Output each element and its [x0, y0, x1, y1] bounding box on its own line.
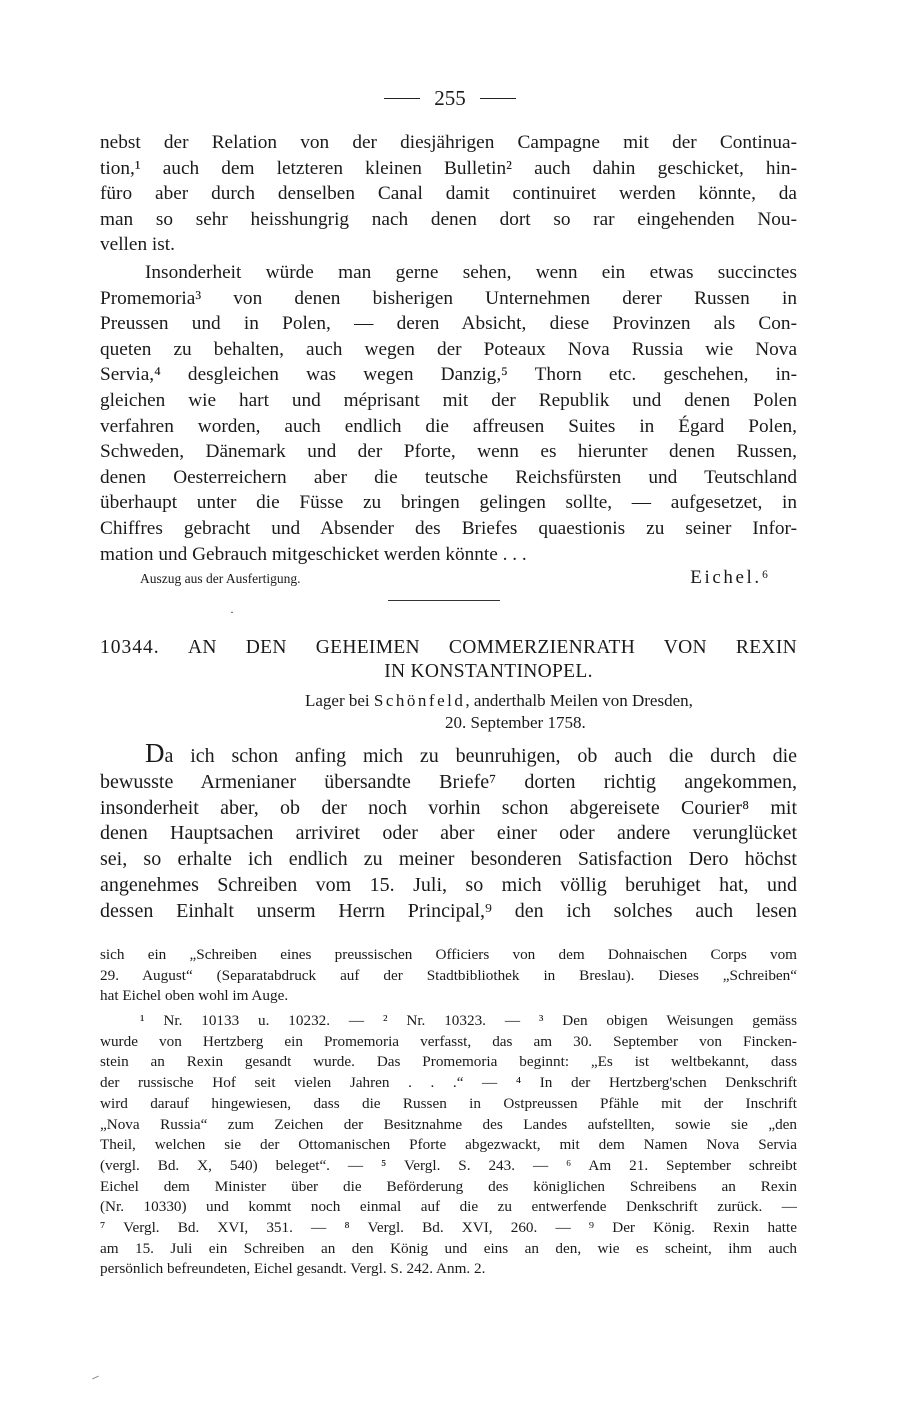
footnote-continuation	[100, 945, 797, 1007]
text-line: insonderheit aber, ob der noch vorhin schon abgereisete Courier⁸ mit	[100, 796, 797, 819]
footnotes	[100, 1011, 797, 1280]
text-line: tion,¹ auch dem letzteren kleinen Bulletin² auch dahin geschicket, hin-	[100, 157, 797, 179]
letter-body	[100, 738, 797, 925]
signature: Eichel.⁶	[690, 567, 771, 588]
text-line: Schweden, Dänemark und der Pforte, wenn es hierunter denen Russen,	[100, 441, 797, 463]
footnote-line: stein an Rexin gesandt wurde. Das Promemoria beginnt: „Es ist weltbekannt, dass	[100, 1053, 797, 1071]
footnote-line: ¹ Nr. 10133 u. 10232. — ² Nr. 10323. — ³ Den obigen Weisungen gemäss	[140, 1012, 797, 1029]
text-line: nebst der Relation von der diesjährigen Campagne mit der Continua-	[100, 132, 797, 153]
header-rule-right	[480, 98, 516, 99]
text-line: mation und Gebrauch mitgeschicket werden könnte . . .	[100, 543, 527, 565]
excerpt-note: Auszug aus der Ausfertigung.	[140, 571, 301, 586]
letter-title-line2: IN KONSTANTINOPEL.	[384, 661, 593, 682]
footnote-line: hat Eichel oben wohl im Auge.	[100, 987, 289, 1005]
location-line	[305, 690, 775, 712]
signature-row	[100, 567, 797, 589]
text-line	[100, 738, 797, 770]
letter-title: AN DEN GEHEIMEN COMMERZIENRATH VON REXIN	[188, 637, 797, 658]
footnote-line: ⁷ Vergl. Bd. XVI, 351. — ⁸ Vergl. Bd. XVI, 260. — ⁹ Der König. Rexin hatte	[100, 1219, 797, 1237]
location-prefix: Lager bei	[305, 691, 370, 710]
text-line: Promemoria³ von denen bisherigen Unternehmen derer Russen in	[100, 287, 797, 309]
letter-date: 20. September 1758.	[445, 713, 586, 732]
text-line: Insonderheit würde man gerne sehen, wenn ein etwas succinctes	[145, 262, 797, 283]
page-number: 255	[434, 86, 466, 110]
footnote-lines	[100, 1011, 797, 1280]
text-line: angenehmes Schreiben vom 15. Juli, so mich völlig beruhiget hat, und	[100, 873, 797, 896]
paragraph-lines	[100, 738, 797, 925]
text-line: sei, so erhalte ich endlich zu meiner besonderen Satisfaction Dero höchst	[100, 848, 797, 871]
text-line: Servia,⁴ desgleichen was wegen Danzig,⁵ Thorn etc. geschehen, in-	[100, 364, 797, 386]
dropcap: D	[145, 738, 165, 768]
continuation-paragraph	[100, 130, 797, 258]
footnote-line: persönlich befreundeten, Eichel gesandt. Vergl. S. 242. Anm. 2.	[100, 1260, 486, 1278]
text-line: denen Oesterreichern aber die teutsche Reichsfürsten und Teutschland	[100, 466, 797, 488]
text-line: überhaupt unter die Füsse zu bringen gelingen sollte, — aufgesetzet, in	[100, 492, 797, 514]
text-line: man so sehr heisshungrig nach denen dort so rar eingehenden Nou-	[100, 208, 797, 230]
text-line: vellen ist.	[100, 234, 175, 256]
footnote-line: „Nova Russia“ zum Zeichen der Besitznahme des Landes aufstellten, sowie sie „den	[100, 1115, 797, 1133]
text-line: verfahren worden, auch endlich die affreusen Suites in Égard Polen,	[100, 415, 797, 437]
letter-number: 10344.	[100, 637, 160, 658]
text-line: denen Hauptsachen arriviret oder aber einer oder andere verunglücket	[100, 822, 797, 845]
footnote-line: am 15. Juli ein Schreiben an den König und eins an den, wie es scheint, ihm auch	[100, 1239, 797, 1257]
footnote-line: sich ein „Schreiben eines preussischen Officiers von dem Dohnaischen Corps vom	[100, 946, 797, 963]
text-line: füro aber durch denselben Canal damit continuiret werden könnte, da	[100, 183, 797, 205]
location-place: Schönfeld	[373, 691, 466, 710]
text-line: dessen Einhalt unserm Herrn Principal,⁹ den ich solches auch lesen	[100, 899, 797, 922]
footnote-line: Eichel dem Minister über die Beförderung des königlichen Schreibens an Rexin	[100, 1177, 797, 1195]
footnote-lines	[100, 945, 797, 1007]
text-line: bewusste Armenianer übersandte Briefe⁷ dorten richtig angekommen,	[100, 770, 797, 793]
text-line: gleichen wie hart und méprisant mit der Republik und denen Polen	[100, 389, 797, 411]
header-rule-left	[384, 98, 420, 99]
page-mark	[92, 1376, 99, 1380]
letter-location	[305, 690, 775, 734]
footnote-line: (vergl. Bd. X, 540) beleget“. — ⁵ Vergl. S. 243. — ⁶ Am 21. September schreibt	[100, 1156, 797, 1174]
footnote-line: (Nr. 10330) und kommt noch einmal auf die zu entwerfende Denkschrift zurück. —	[100, 1198, 797, 1216]
text-line: queten zu behalten, auch wegen der Poteaux Nova Russia wie Nova	[100, 338, 797, 360]
page-header	[0, 86, 900, 111]
text-line: Chiffres gebracht und Absender des Briefes quaestionis zu seiner Infor-	[100, 517, 797, 539]
section-separator	[388, 600, 500, 601]
paragraph-lines	[100, 260, 797, 567]
stray-dot: ·	[230, 605, 234, 619]
footnote-line: Theil, welchen sie der Ottomanischen Pforte abgezwackt, mit dem Namen Nova Servia	[100, 1136, 797, 1154]
second-paragraph	[100, 260, 797, 567]
footnote-line: wird darauf hingewiesen, dass die Russen in Ostpreussen Pfähle mit der Inschrift	[100, 1094, 797, 1112]
first-line-text: a ich schon anfing mich zu beunruhigen, ob auch die durch die	[164, 745, 797, 767]
footnote-line: wurde von Hertzberg ein Promemoria verfasst, das am 30. September von Fincken-	[100, 1032, 797, 1050]
text-line: Preussen und in Polen, — deren Absicht, diese Provinzen als Con-	[100, 313, 797, 335]
footnote-line: 29. August“ (Separatabdruck auf der Stadtbibliothek in Breslau). Dieses „Schreiben“	[100, 966, 797, 984]
footnote-line: der russische Hof seit vielen Jahren . . .“ — ⁴ In der Hertzberg'schen Denkschrift	[100, 1074, 797, 1092]
location-suffix: , anderthalb Meilen von Dresden,	[465, 691, 693, 710]
paragraph-lines	[100, 130, 797, 258]
